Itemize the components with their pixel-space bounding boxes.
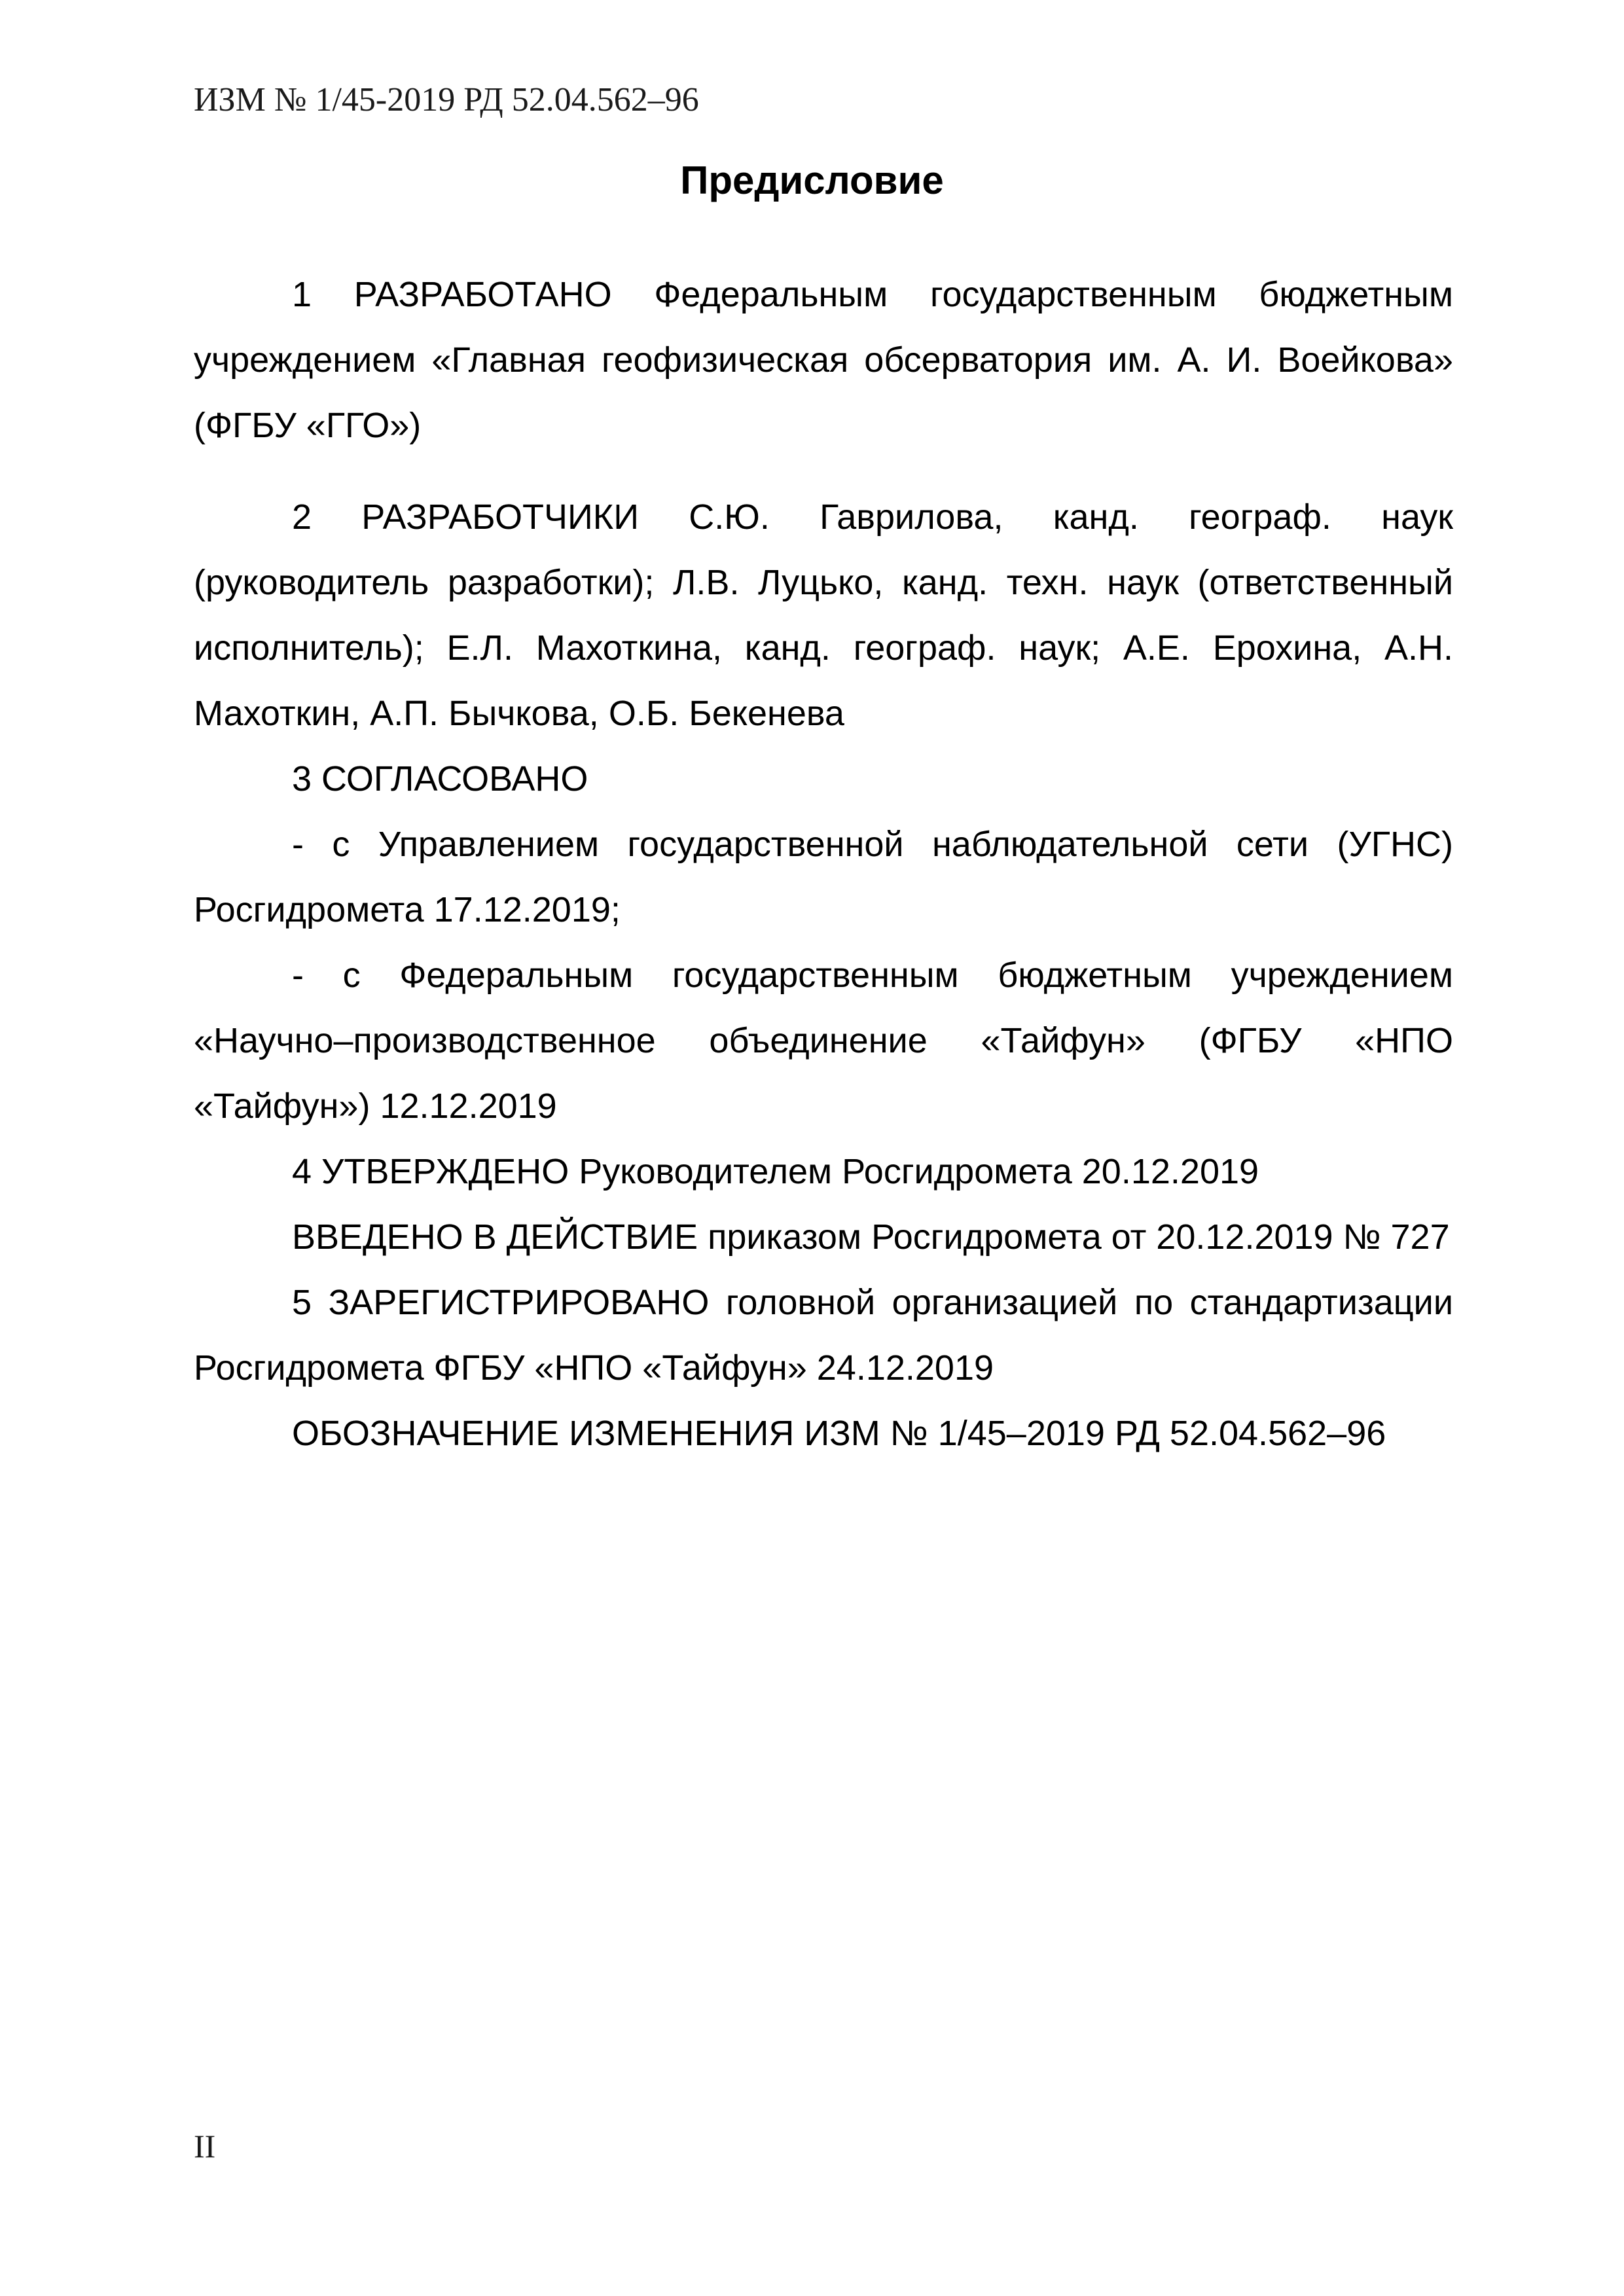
document-code-header: ИЗМ № 1/45-2019 РД 52.04.562–96 [194, 81, 699, 118]
paragraph-registered: 5 ЗАРЕГИСТРИРОВАНО головной организацией по стандартизации Росгидромета ФГБУ «НПО «Тайфун» 24.12.2019 [194, 1283, 1453, 1388]
paragraph-developed: 1 РАЗРАБОТАНО Федеральным государственным бюджетным учреждением «Главная геофизическая обсерватория им. А. И. Воейкова» (ФГБУ «ГГО») [194, 275, 1453, 445]
paragraph-agreed-typhoon: - с Федеральным государственным бюджетным учреждением «Научно–производственное объединение «Тайфун» (ФГБУ «НПО «Тайфун») 12.12.2019 [194, 956, 1453, 1126]
preface-body [194, 262, 1453, 1466]
paragraph-enacted: ВВЕДЕНО В ДЕЙСТВИЕ приказом Росгидромета от 20.12.2019 № 727 [292, 1217, 1450, 1257]
paragraph-agreed-ugns: - с Управлением государственной наблюдательной сети (УГНС) Росгидромета 17.12.2019; [194, 825, 1453, 929]
paragraph-agreed: 3 СОГЛАСОВАНО [292, 759, 588, 798]
paragraph-developers: 2 РАЗРАБОТЧИКИ С.Ю. Гаврилова, канд. географ. наук (руководитель разработки); Л.В. Луцько, канд. техн. наук (ответственный исполнитель); Е.Л. Махоткина, канд. географ. наук; А.Е. Ерохина, А.Н. Махоткин, А.П. Бычкова, О.Б. Бекенева [194, 497, 1453, 733]
paragraph-approved: 4 УТВЕРЖДЕНО Руководителем Росгидромета 20.12.2019 [292, 1152, 1259, 1191]
paragraph-change-designation: ОБОЗНАЧЕНИЕ ИЗМЕНЕНИЯ ИЗМ № 1/45–2019 РД 52.04.562–96 [292, 1414, 1386, 1453]
page-title: Предисловие [680, 158, 944, 202]
page-number: II [194, 2128, 216, 2164]
